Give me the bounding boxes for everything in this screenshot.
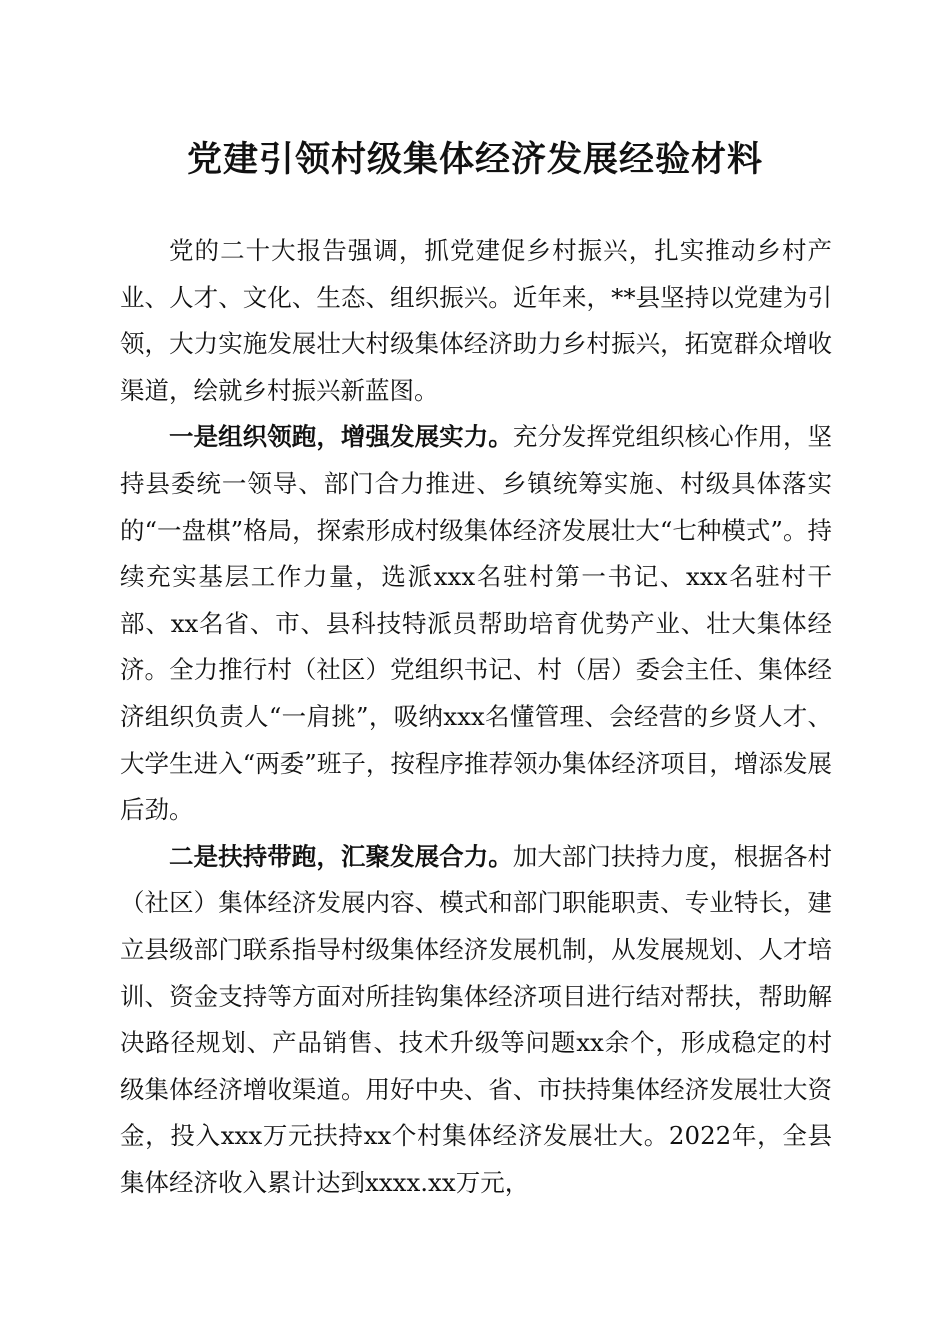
section-2-paragraph: [120, 834, 832, 1207]
section-2-text: 加大部门扶持力度，根据各村（社区）集体经济发展内容、模式和部门职能职责、专业特长，建立县级部门联系指导村级集体经济发展机制，从发展规划、人才培训、资金支持等方面对所挂钩集体经济项目进行结对帮扶，帮助解决路径规划、产品销售、技术升级等问题xx余个，形成稳定的村级集体经济增收渠道。用好中央、省、市扶持集体经济发展壮大资金，投入xxx万元扶持xx个村集体经济发展壮大。2022年，全县集体经济收入累计达到xxxx.xx万元，: [120, 841, 833, 1197]
section-1-heading: 一是组织领跑，增强发展实力。: [169, 422, 513, 452]
section-1-text: 充分发挥党组织核心作用，坚持县委统一领导、部门合力推进、乡镇统筹实施、村级具体落实的“一盘棋”格局，探索形成村级集体经济发展壮大“七种模式”。持续充实基层工作力量，选派xxx名驻村第一书记、xxx名驻村干部、xx名省、市、县科技特派员帮助培育优势产业、壮大集体经济。全力推行村（社区）党组织书记、村（居）委会主任、集体经济组织负责人“一肩挑”，吸纳xxx名懂管理、会经营的乡贤人才、大学生进入“两委”班子，按程序推荐领办集体经济项目，增添发展后劲。: [120, 422, 833, 825]
intro-paragraph: 党的二十大报告强调，抓党建促乡村振兴，扎实推动乡村产业、人才、文化、生态、组织振兴。近年来，**县坚持以党建为引领，大力实施发展壮大村级集体经济助力乡村振兴，拓宽群众增收渠道，绘就乡村振兴新蓝图。: [120, 236, 832, 405]
section-2-heading: 二是扶持带跑，汇聚发展合力。: [169, 841, 513, 871]
section-1-paragraph: [120, 414, 832, 833]
document-body: [120, 228, 832, 1206]
document-title: 党建引领村级集体经济发展经验材料: [186, 139, 763, 180]
